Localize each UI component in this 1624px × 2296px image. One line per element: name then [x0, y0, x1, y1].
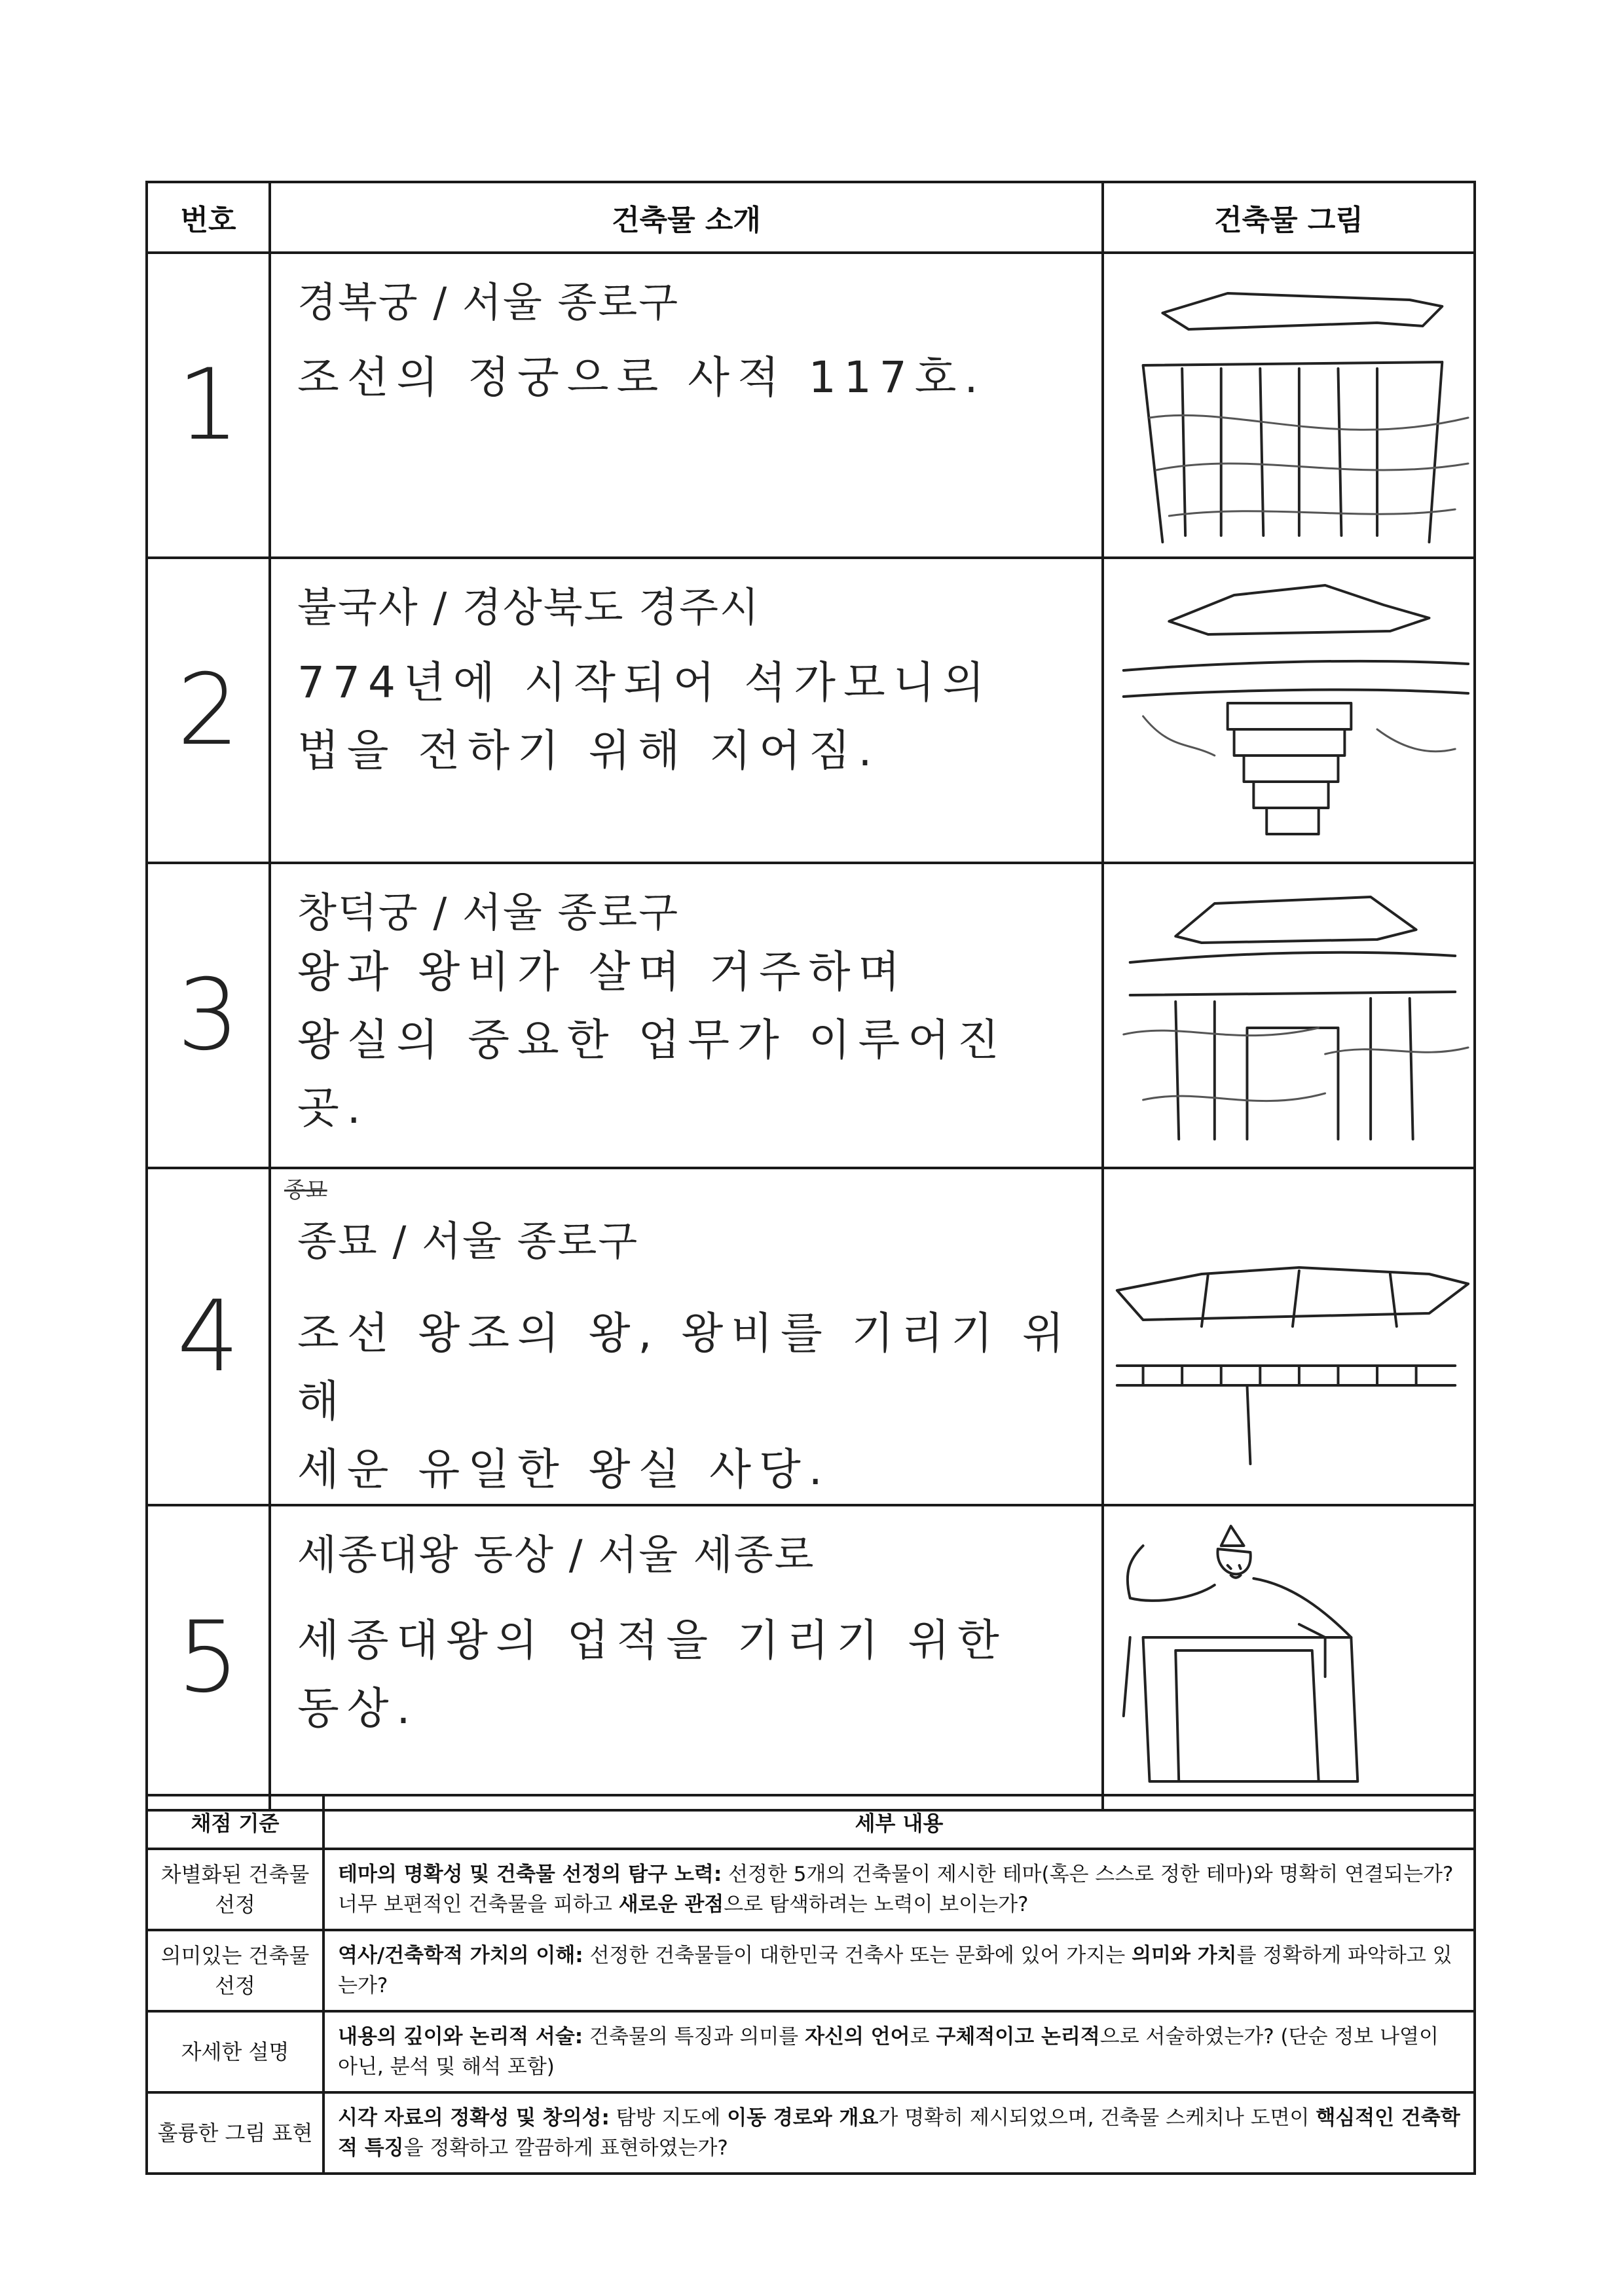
rubric-detail: 내용의 깊이와 논리적 서술: 건축물의 특징과 의미를 자신의 언어로 구체적이고 논리적으로 서술하였는가? (단순 정보 나열이 아닌, 분석 및 해석 포함) — [323, 2011, 1475, 2092]
rubric-header-criterion: 채점 기준 — [147, 1795, 323, 1849]
rubric-table — [145, 1794, 1476, 2175]
entry-intro — [270, 1168, 1103, 1505]
rubric-header — [147, 1795, 1475, 1849]
table-row — [147, 558, 1475, 863]
table-row — [147, 253, 1475, 558]
entry-intro — [270, 863, 1103, 1168]
table-row — [147, 2092, 1475, 2174]
rubric-detail: 테마의 명확성 및 건축물 선정의 탐구 노력: 선정한 5개의 건축물이 제시한 테마(혹은 스스로 정한 테마)와 명확히 연결되는가? 너무 보편적인 건축물을 피하고 새로운 관점으로 탐색하려는 노력이 보이는가? — [323, 1849, 1475, 1930]
entry-title: 창덕궁 / 서울 종로구 — [297, 888, 680, 936]
entry-intro — [270, 253, 1103, 558]
entry-number: 4 — [147, 1168, 270, 1505]
entry-line: 조선 왕조의 왕, 왕비를 기리기 위해 — [297, 1308, 1072, 1427]
entry-line: 조선의 정궁으로 사적 117호. — [297, 352, 986, 403]
entry-number: 1 — [147, 253, 270, 558]
entry-number: 2 — [147, 558, 270, 863]
entry-line: 왕실의 중요한 업무가 이루어진 곳. — [297, 1015, 1007, 1133]
crossed-out-text: 종묘 — [284, 1177, 327, 1203]
rubric-header-detail: 세부 내용 — [323, 1795, 1475, 1849]
entry-line: 법을 전하기 위해 지어짐. — [297, 725, 880, 776]
entry-line: 왕과 왕비가 살며 거주하며 — [297, 947, 908, 997]
building-table — [145, 181, 1476, 1812]
rubric-criterion: 의미있는 건축물 선정 — [147, 1930, 323, 2011]
shrine-roof-sketch — [1103, 1168, 1475, 1505]
table-row — [147, 1930, 1475, 2011]
building-table-header — [147, 182, 1475, 253]
table-row — [147, 1849, 1475, 1930]
entry-title: 종묘 / 서울 종로구 — [297, 1217, 639, 1265]
rubric-detail: 역사/건축학적 가치의 이해: 선정한 건축물들이 대한민국 건축사 또는 문화에 있어 가지는 의미와 가치를 정확하게 파악하고 있는가? — [323, 1930, 1475, 2011]
palace-roof-sketch — [1103, 253, 1475, 558]
entry-title: 경복궁 / 서울 종로구 — [297, 278, 680, 326]
entry-number: 5 — [147, 1505, 270, 1810]
table-row — [147, 863, 1475, 1168]
entry-line: 동상. — [297, 1683, 418, 1734]
temple-stairs-sketch — [1103, 558, 1475, 863]
rubric-criterion: 훌륭한 그림 표현 — [147, 2092, 323, 2174]
table-row — [147, 2011, 1475, 2092]
rubric-criterion: 자세한 설명 — [147, 2011, 323, 2092]
statue-sketch — [1103, 1505, 1475, 1810]
header-number: 번호 — [147, 182, 270, 253]
table-row — [147, 1505, 1475, 1810]
entry-line: 세운 유일한 왕실 사당. — [297, 1444, 830, 1495]
entry-intro — [270, 558, 1103, 863]
entry-line: 774년에 시작되어 석가모니의 — [297, 657, 993, 708]
entry-number: 3 — [147, 863, 270, 1168]
palace-gate-sketch — [1103, 863, 1475, 1168]
table-row — [147, 1168, 1475, 1505]
entry-title: 세종대왕 동상 / 서울 세종로 — [297, 1531, 815, 1578]
header-drawing: 건축물 그림 — [1103, 182, 1475, 253]
entry-title: 불국사 / 경상북도 경주시 — [297, 583, 760, 631]
entry-line: 세종대왕의 업적을 기리기 위한 — [297, 1615, 1007, 1666]
rubric-detail: 시각 자료의 정확성 및 창의성: 탐방 지도에 이동 경로와 개요가 명확히 제시되었으며, 건축물 스케치나 도면이 핵심적인 건축학적 특징을 정확하고 깔끔하게 표현하였는가? — [323, 2092, 1475, 2174]
rubric-criterion: 차별화된 건축물 선정 — [147, 1849, 323, 1930]
entry-intro — [270, 1505, 1103, 1810]
header-intro: 건축물 소개 — [270, 182, 1103, 253]
